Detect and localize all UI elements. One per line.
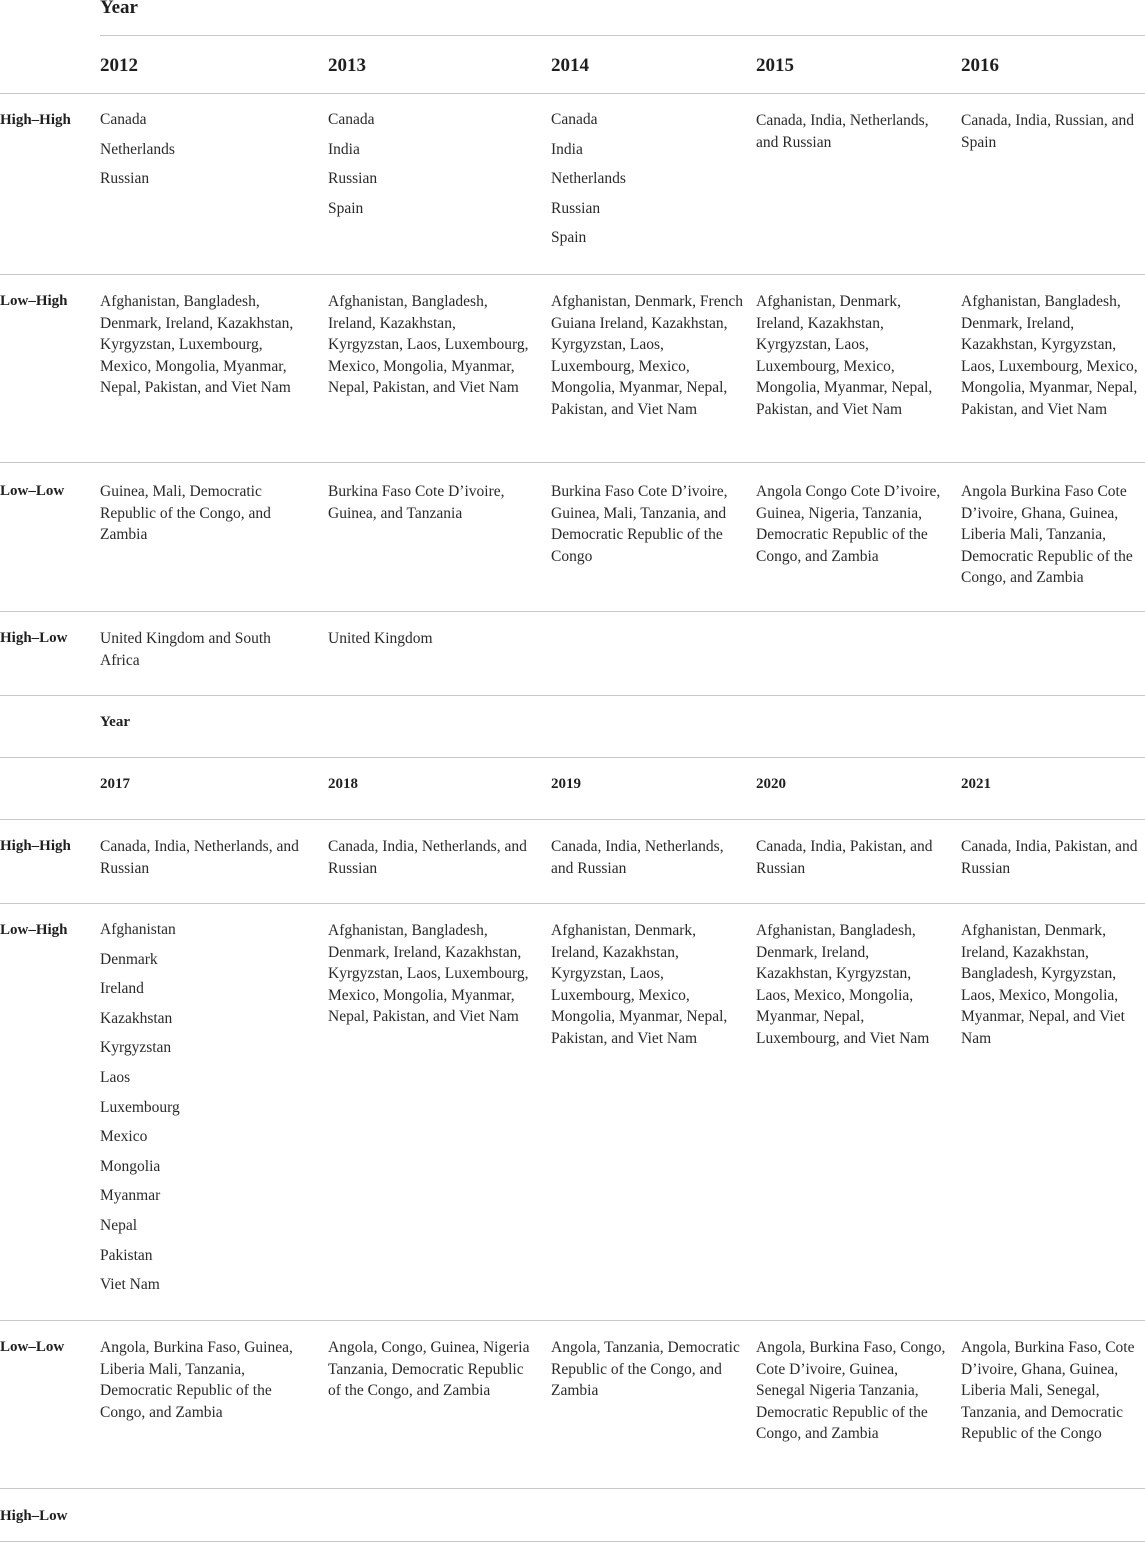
rule bbox=[100, 35, 1145, 36]
cell-2021-high-high: Canada, India, Pakistan, and Russian bbox=[961, 838, 1138, 877]
rule bbox=[0, 819, 1145, 820]
cell-2018-low-low: Angola, Congo, Guinea, Nigeria Tanzania, Democratic Republic of the Congo, and Zambia bbox=[328, 1339, 530, 1399]
cell-2020-high-high: Canada, India, Pakistan, and Russian bbox=[756, 838, 933, 877]
cell-2013-high-high bbox=[328, 105, 533, 223]
year-header: Year bbox=[100, 714, 130, 730]
row-label-low-low: Low–Low bbox=[0, 483, 65, 499]
country-item: Spain bbox=[328, 199, 364, 217]
cell-2019-low-high: Afghanistan, Denmark, Ireland, Kazakhstan, Kyrgyzstan, Laos, Luxembourg, Mexico, Mongolia, Myanmar, Nepal, Pakistan, and Viet Nam bbox=[551, 922, 728, 1047]
row-label-low-high: Low–High bbox=[0, 922, 68, 938]
country-item: India bbox=[551, 140, 583, 158]
year-header: Year bbox=[100, 0, 138, 18]
country-item: Pakistan bbox=[100, 1246, 153, 1264]
rule bbox=[0, 462, 1145, 463]
country-item: Kazakhstan bbox=[100, 1009, 173, 1027]
cell-2021-low-high: Afghanistan, Denmark, Ireland, Kazakhstan, Bangladesh, Kyrgyzstan, Laos, Mexico, Mongolia, Myanmar, Nepal, and Viet Nam bbox=[961, 922, 1125, 1047]
country-item: Kyrgyzstan bbox=[100, 1039, 172, 1057]
year-2018: 2018 bbox=[328, 776, 358, 792]
cell-2013-high-low: United Kingdom bbox=[328, 630, 433, 647]
country-item: Canada bbox=[100, 111, 147, 128]
country-item: Canada bbox=[551, 111, 598, 128]
country-item: Spain bbox=[551, 229, 587, 247]
year-2016: 2016 bbox=[961, 55, 999, 76]
country-item: Nepal bbox=[100, 1216, 138, 1234]
cell-2020-low-low: Angola, Burkina Faso, Congo, Cote D’ivoire, Guinea, Senegal Nigeria Tanzania, Democratic Republic of the Congo, and Zambia bbox=[756, 1339, 946, 1442]
country-item: Mexico bbox=[100, 1128, 148, 1146]
country-item: Laos bbox=[100, 1068, 131, 1086]
cell-2012-high-high bbox=[100, 105, 310, 194]
cell-2016-low-low: Angola Burkina Faso Cote D’ivoire, Ghana, Guinea, Liberia Mali, Tanzania, Democratic Republic of the Congo, and Zambia bbox=[961, 483, 1133, 586]
rule bbox=[0, 1541, 1145, 1542]
cell-2016-low-high: Afghanistan, Bangladesh, Denmark, Ireland, Kazakhstan, Kyrgyzstan, Laos, Luxembourg, Mexico, Mongolia, Myanmar, Nepal, Pakistan, and Viet Nam bbox=[961, 293, 1138, 418]
cell-2016-high-high: Canada, India, Russian, and Spain bbox=[961, 112, 1135, 151]
year-2013: 2013 bbox=[328, 55, 366, 76]
rule bbox=[0, 757, 1145, 758]
year-2020: 2020 bbox=[756, 776, 786, 792]
cell-2020-low-high: Afghanistan, Bangladesh, Denmark, Ireland, Kazakhstan, Kyrgyzstan, Laos, Mexico, Mongolia, Myanmar, Nepal, Luxembourg, and Viet Nam bbox=[756, 922, 930, 1047]
cell-2014-low-high: Afghanistan, Denmark, French Guiana Ireland, Kazakhstan, Kyrgyzstan, Laos, Luxembourg, Mexico, Mongolia, Myanmar, Nepal, Pakistan, and Viet Nam bbox=[551, 293, 743, 418]
cell-2018-high-high: Canada, India, Netherlands, and Russian bbox=[328, 838, 527, 877]
cell-2015-low-high: Afghanistan, Denmark, Ireland, Kazakhstan, Kyrgyzstan, Laos, Luxembourg, Mexico, Mongolia, Myanmar, Nepal, Pakistan, and Viet Nam bbox=[756, 293, 933, 418]
cell-2013-low-high: Afghanistan, Bangladesh, Ireland, Kazakhstan, Kyrgyzstan, Laos, Luxembourg, Mexico, Mongolia, Myanmar, Nepal, Pakistan, and Viet Nam bbox=[328, 293, 529, 396]
rule bbox=[0, 695, 1145, 696]
country-item: Denmark bbox=[100, 950, 158, 968]
cell-2021-low-low: Angola, Burkina Faso, Cote D’ivoire, Ghana, Guinea, Liberia Mali, Senegal, Tanzania, and Democratic Republic of the Congo bbox=[961, 1339, 1135, 1442]
row-label-high-low: High–Low bbox=[0, 1508, 68, 1524]
row-label-high-high: High–High bbox=[0, 838, 71, 854]
row-label-high-high: High–High bbox=[0, 112, 71, 128]
country-item: Russian bbox=[100, 170, 150, 188]
cell-2012-low-high: Afghanistan, Bangladesh, Denmark, Ireland, Kazakhstan, Kyrgyzstan, Luxembourg, Mexico, Mongolia, Myanmar, Nepal, Pakistan, and Viet Nam bbox=[100, 293, 294, 396]
country-item: Russian bbox=[551, 199, 601, 217]
country-item: Viet Nam bbox=[100, 1276, 160, 1294]
rule bbox=[0, 93, 1145, 94]
country-item: Netherlands bbox=[551, 170, 626, 188]
cell-2017-low-high bbox=[100, 915, 310, 1300]
rule bbox=[0, 611, 1145, 612]
rule bbox=[0, 274, 1145, 275]
year-2015: 2015 bbox=[756, 55, 794, 76]
cell-2017-high-high: Canada, India, Netherlands, and Russian bbox=[100, 838, 299, 877]
cell-2015-high-high: Canada, India, Netherlands, and Russian bbox=[756, 112, 929, 151]
row-label-low-low: Low–Low bbox=[0, 1339, 65, 1355]
year-2021: 2021 bbox=[961, 776, 991, 792]
cell-2018-low-high: Afghanistan, Bangladesh, Denmark, Ireland, Kazakhstan, Kyrgyzstan, Laos, Luxembourg, Mexico, Mongolia, Myanmar, Nepal, Pakistan, and Viet Nam bbox=[328, 922, 529, 1025]
cell-2013-low-low: Burkina Faso Cote D’ivoire, Guinea, and Tanzania bbox=[328, 483, 505, 522]
cell-2012-low-low: Guinea, Mali, Democratic Republic of the Congo, and Zambia bbox=[100, 483, 271, 543]
rule bbox=[0, 1488, 1145, 1489]
rule bbox=[0, 903, 1145, 904]
country-item: Mongolia bbox=[100, 1157, 161, 1175]
year-2012: 2012 bbox=[100, 55, 138, 76]
year-2014: 2014 bbox=[551, 55, 589, 76]
row-label-low-high: Low–High bbox=[0, 293, 68, 309]
cell-2012-high-low: United Kingdom and South Africa bbox=[100, 630, 271, 669]
cell-2019-low-low: Angola, Tanzania, Democratic Republic of the Congo, and Zambia bbox=[551, 1339, 740, 1399]
country-item: Canada bbox=[328, 111, 375, 128]
country-item: Afghanistan bbox=[100, 921, 176, 938]
cell-2014-low-low: Burkina Faso Cote D’ivoire, Guinea, Mali, Tanzania, and Democratic Republic of the Congo bbox=[551, 483, 728, 565]
cell-2015-low-low: Angola Congo Cote D’ivoire, Guinea, Nigeria, Tanzania, Democratic Republic of the Congo, and Zambia bbox=[756, 483, 941, 565]
country-item: Ireland bbox=[100, 980, 144, 998]
country-item: Myanmar bbox=[100, 1187, 161, 1205]
country-item: Russian bbox=[328, 170, 378, 188]
year-2017: 2017 bbox=[100, 776, 130, 792]
cell-2014-high-high bbox=[551, 105, 741, 253]
year-2019: 2019 bbox=[551, 776, 581, 792]
row-label-high-low: High–Low bbox=[0, 630, 68, 646]
rule bbox=[0, 1320, 1145, 1321]
cell-2019-high-high: Canada, India, Netherlands, and Russian bbox=[551, 838, 724, 877]
country-item: Luxembourg bbox=[100, 1098, 180, 1116]
country-item: Netherlands bbox=[100, 140, 175, 158]
country-item: India bbox=[328, 140, 360, 158]
cell-2017-low-low: Angola, Burkina Faso, Guinea, Liberia Mali, Tanzania, Democratic Republic of the Congo, and Zambia bbox=[100, 1339, 293, 1421]
